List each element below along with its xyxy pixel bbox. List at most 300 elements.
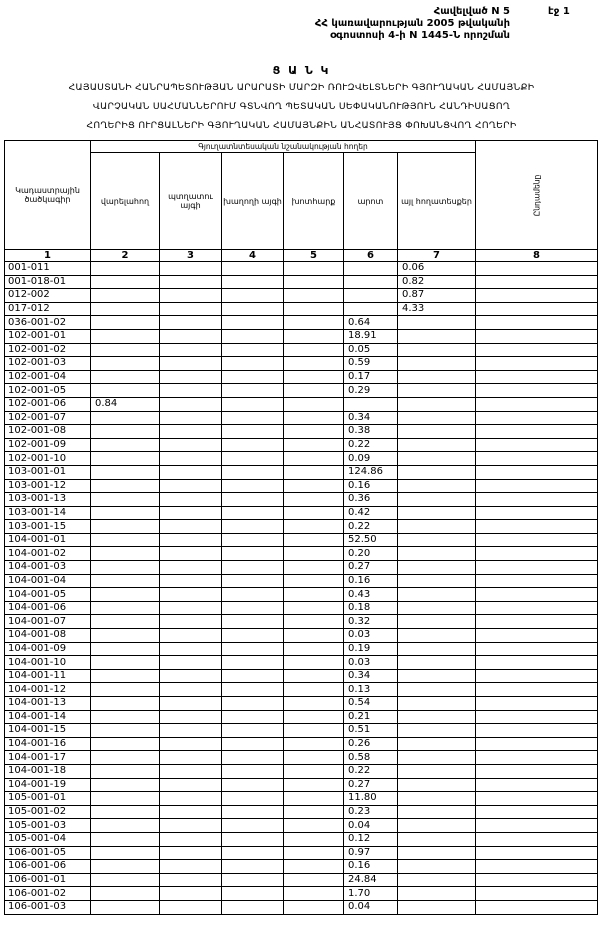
group-header-agricultural: Գյուղատնտեսական նշանակության հողեր <box>91 141 476 153</box>
cell-code: 102-001-01 <box>5 329 91 343</box>
subtitle-line: ՀՈՂԵՐԻՑ ՈՒՐՑԱԼՆԵՐԻ ԳՅՈՒՂԱԿԱՆ ՀԱՄԱՅՆՔԻՆ ԱՆՀԱՏՈՒՅՑ ՓՈԽԱՆՑՎՈՂ ՀՈՂԵՐԻ <box>86 120 517 131</box>
cell-pasture: 0.59 <box>344 357 398 371</box>
cell-orchard <box>160 452 222 466</box>
cell-pasture: 18.91 <box>344 329 398 343</box>
cell-hayfield <box>284 384 344 398</box>
table-row <box>5 887 598 901</box>
cell-pasture: 0.03 <box>344 629 398 643</box>
cell-code: 104-001-06 <box>5 601 91 615</box>
table-row <box>5 778 598 792</box>
cell-hayfield <box>284 533 344 547</box>
cell-hayfield <box>284 370 344 384</box>
cell-vineyard <box>222 669 284 683</box>
cell-orchard <box>160 302 222 316</box>
cell-pasture: 0.22 <box>344 438 398 452</box>
cell-total <box>476 452 598 466</box>
cell-other: 0.06 <box>398 262 476 276</box>
table-row <box>5 533 598 547</box>
cell-other <box>398 683 476 697</box>
cell-hayfield <box>284 397 344 411</box>
cell-pasture <box>344 262 398 276</box>
col-number: 5 <box>284 250 344 262</box>
cell-orchard <box>160 479 222 493</box>
table-row <box>5 819 598 833</box>
cell-other <box>398 764 476 778</box>
cell-orchard <box>160 561 222 575</box>
table-row <box>5 438 598 452</box>
cell-code: 103-001-15 <box>5 520 91 534</box>
cell-pasture <box>344 289 398 303</box>
header-line: ՀՀ կառավարության 2005 թվականի <box>314 18 510 29</box>
cell-orchard <box>160 792 222 806</box>
cell-pasture: 0.27 <box>344 561 398 575</box>
table-row <box>5 574 598 588</box>
cell-other <box>398 737 476 751</box>
col-number: 8 <box>476 250 598 262</box>
cell-total <box>476 357 598 371</box>
cell-other <box>398 887 476 901</box>
col-number: 1 <box>5 250 91 262</box>
cell-pasture: 0.13 <box>344 683 398 697</box>
cell-hayfield <box>284 574 344 588</box>
land-table <box>4 140 598 915</box>
cell-orchard <box>160 683 222 697</box>
cell-total <box>476 262 598 276</box>
cell-hayfield <box>284 683 344 697</box>
cell-orchard <box>160 425 222 439</box>
cell-total <box>476 615 598 629</box>
cell-code: 104-001-14 <box>5 710 91 724</box>
cell-orchard <box>160 860 222 874</box>
cell-vineyard <box>222 493 284 507</box>
cell-arable <box>91 425 160 439</box>
cell-arable <box>91 764 160 778</box>
cell-other <box>398 438 476 452</box>
col-header-orchard: պտղատու այգի <box>160 153 222 250</box>
cell-vineyard <box>222 561 284 575</box>
cell-vineyard <box>222 805 284 819</box>
table-row <box>5 262 598 276</box>
cell-code: 104-001-19 <box>5 778 91 792</box>
cell-code: 105-001-02 <box>5 805 91 819</box>
cell-total <box>476 397 598 411</box>
table-row <box>5 601 598 615</box>
cell-hayfield <box>284 642 344 656</box>
cell-vineyard <box>222 452 284 466</box>
cell-pasture: 0.27 <box>344 778 398 792</box>
cell-hayfield <box>284 343 344 357</box>
cell-arable <box>91 438 160 452</box>
cell-hayfield <box>284 900 344 914</box>
cell-code: 102-001-06 <box>5 397 91 411</box>
cell-other: 4.33 <box>398 302 476 316</box>
cell-hayfield <box>284 425 344 439</box>
cell-arable <box>91 873 160 887</box>
cell-vineyard <box>222 302 284 316</box>
cell-other <box>398 384 476 398</box>
cell-hayfield <box>284 764 344 778</box>
cell-hayfield <box>284 316 344 330</box>
cell-total <box>476 887 598 901</box>
cell-code: 106-001-02 <box>5 887 91 901</box>
cell-vineyard <box>222 832 284 846</box>
cell-other <box>398 751 476 765</box>
table-row <box>5 411 598 425</box>
cell-orchard <box>160 669 222 683</box>
cell-code: 104-001-18 <box>5 764 91 778</box>
cell-arable <box>91 697 160 711</box>
cell-orchard <box>160 397 222 411</box>
cell-code: 103-001-14 <box>5 506 91 520</box>
cell-orchard <box>160 520 222 534</box>
cell-arable <box>91 832 160 846</box>
cell-hayfield <box>284 737 344 751</box>
cell-arable <box>91 683 160 697</box>
cell-other <box>398 425 476 439</box>
cell-vineyard <box>222 601 284 615</box>
cell-pasture: 1.70 <box>344 887 398 901</box>
cell-hayfield <box>284 357 344 371</box>
document-subtitle <box>0 78 603 135</box>
table-row <box>5 316 598 330</box>
table-row <box>5 588 598 602</box>
cell-arable <box>91 588 160 602</box>
cell-other <box>398 411 476 425</box>
cell-total <box>476 479 598 493</box>
cell-arable <box>91 805 160 819</box>
cell-hayfield <box>284 452 344 466</box>
cell-vineyard <box>222 329 284 343</box>
subtitle-line: ՀԱՅԱՍՏԱՆԻ ՀԱՆՐԱՊԵՏՈՒԹՅԱՆ ԱՐԱՐԱՏԻ ՄԱՐԶԻ ՌՈՒԶՎԵԼՏՆԵՐԻ ԳՅՈՒՂԱԿԱՆ ՀԱՄԱՅՆՔԻ <box>68 82 535 93</box>
cell-orchard <box>160 289 222 303</box>
cell-pasture: 0.09 <box>344 452 398 466</box>
cell-total <box>476 669 598 683</box>
cell-vineyard <box>222 520 284 534</box>
table-row <box>5 764 598 778</box>
cell-hayfield <box>284 860 344 874</box>
cell-pasture: 0.29 <box>344 384 398 398</box>
cell-arable <box>91 642 160 656</box>
table-row <box>5 751 598 765</box>
cell-total <box>476 329 598 343</box>
cell-other <box>398 316 476 330</box>
cell-pasture: 0.22 <box>344 764 398 778</box>
cell-total <box>476 710 598 724</box>
cell-orchard <box>160 411 222 425</box>
cell-hayfield <box>284 805 344 819</box>
cell-arable <box>91 520 160 534</box>
cell-orchard <box>160 615 222 629</box>
cell-arable <box>91 533 160 547</box>
cell-total <box>476 561 598 575</box>
cell-vineyard <box>222 860 284 874</box>
cell-hayfield <box>284 710 344 724</box>
cell-pasture <box>344 302 398 316</box>
cell-hayfield <box>284 588 344 602</box>
cell-hayfield <box>284 547 344 561</box>
cell-code: 102-001-08 <box>5 425 91 439</box>
cell-orchard <box>160 384 222 398</box>
cell-pasture: 0.16 <box>344 574 398 588</box>
col-header-arable: վարելահող <box>91 153 160 250</box>
cell-code: 105-001-04 <box>5 832 91 846</box>
col-header-vineyard: խաղողի այգի <box>222 153 284 250</box>
cell-pasture: 0.05 <box>344 343 398 357</box>
cell-code: 102-001-07 <box>5 411 91 425</box>
table-row <box>5 615 598 629</box>
cell-code: 104-001-07 <box>5 615 91 629</box>
cell-orchard <box>160 601 222 615</box>
cell-code: 103-001-01 <box>5 465 91 479</box>
cell-arable <box>91 629 160 643</box>
cell-arable <box>91 384 160 398</box>
table-row <box>5 275 598 289</box>
cell-vineyard <box>222 710 284 724</box>
col-header-total <box>476 141 598 250</box>
cell-code: 102-001-10 <box>5 452 91 466</box>
cell-vineyard <box>222 778 284 792</box>
cell-code: 103-001-13 <box>5 493 91 507</box>
cell-arable <box>91 275 160 289</box>
cell-orchard <box>160 329 222 343</box>
cell-other <box>398 588 476 602</box>
cell-orchard <box>160 275 222 289</box>
cell-vineyard <box>222 642 284 656</box>
cell-orchard <box>160 506 222 520</box>
cell-total <box>476 860 598 874</box>
cell-code: 036-001-02 <box>5 316 91 330</box>
cell-arable <box>91 357 160 371</box>
document-title: Ց Ա Ն Կ <box>272 64 331 77</box>
cell-hayfield <box>284 629 344 643</box>
cell-arable <box>91 737 160 751</box>
cell-total <box>476 629 598 643</box>
cell-other <box>398 629 476 643</box>
table-row <box>5 561 598 575</box>
table-row <box>5 642 598 656</box>
subtitle-line: ՎԱՐՉԱԿԱՆ ՍԱՀՄԱՆՆԵՐՈՒՄ ԳՏՆՎՈՂ ՊԵՏԱԿԱՆ ՍԵՓԱԿԱՆՈՒԹՅՈՒՆ ՀԱՆԴԻՍԱՑՈՂ <box>92 101 511 112</box>
cell-pasture: 0.12 <box>344 832 398 846</box>
col-number: 7 <box>398 250 476 262</box>
cell-orchard <box>160 642 222 656</box>
cell-other <box>398 724 476 738</box>
cell-hayfield <box>284 819 344 833</box>
cell-arable: 0.84 <box>91 397 160 411</box>
cell-hayfield <box>284 438 344 452</box>
table-row <box>5 683 598 697</box>
col-number: 3 <box>160 250 222 262</box>
cell-hayfield <box>284 656 344 670</box>
cell-total <box>476 832 598 846</box>
cell-other <box>398 819 476 833</box>
cell-other <box>398 547 476 561</box>
cell-other <box>398 533 476 547</box>
cell-other <box>398 860 476 874</box>
cell-vineyard <box>222 506 284 520</box>
table-row <box>5 900 598 914</box>
cell-arable <box>91 343 160 357</box>
cell-hayfield <box>284 506 344 520</box>
cell-total <box>476 846 598 860</box>
cell-vineyard <box>222 588 284 602</box>
cell-total <box>476 547 598 561</box>
cell-hayfield <box>284 887 344 901</box>
cell-hayfield <box>284 411 344 425</box>
cell-orchard <box>160 574 222 588</box>
cell-other <box>398 479 476 493</box>
cell-vineyard <box>222 737 284 751</box>
cell-orchard <box>160 873 222 887</box>
cell-total <box>476 792 598 806</box>
cell-vineyard <box>222 411 284 425</box>
cell-code: 104-001-09 <box>5 642 91 656</box>
cell-code: 102-001-04 <box>5 370 91 384</box>
col-number: 2 <box>91 250 160 262</box>
table-row <box>5 860 598 874</box>
cell-total <box>476 302 598 316</box>
cell-vineyard <box>222 846 284 860</box>
col-header-code: Կադաստրային ծածկագիր <box>5 141 91 250</box>
cell-other <box>398 397 476 411</box>
table-row <box>5 737 598 751</box>
cell-orchard <box>160 887 222 901</box>
table-row <box>5 343 598 357</box>
cell-pasture: 0.32 <box>344 615 398 629</box>
cell-pasture: 0.20 <box>344 547 398 561</box>
table-row <box>5 384 598 398</box>
cell-total <box>476 724 598 738</box>
cell-orchard <box>160 751 222 765</box>
cell-arable <box>91 656 160 670</box>
table-row <box>5 329 598 343</box>
cell-hayfield <box>284 465 344 479</box>
cell-orchard <box>160 262 222 276</box>
cell-total <box>476 289 598 303</box>
cell-pasture: 0.64 <box>344 316 398 330</box>
cell-orchard <box>160 438 222 452</box>
cell-hayfield <box>284 262 344 276</box>
cell-code: 105-001-03 <box>5 819 91 833</box>
cell-code: 104-001-15 <box>5 724 91 738</box>
cell-pasture: 0.16 <box>344 860 398 874</box>
cell-hayfield <box>284 873 344 887</box>
cell-total <box>476 805 598 819</box>
cell-total <box>476 370 598 384</box>
cell-other <box>398 357 476 371</box>
table-row <box>5 846 598 860</box>
cell-code: 106-001-05 <box>5 846 91 860</box>
cell-total <box>476 900 598 914</box>
cell-hayfield <box>284 669 344 683</box>
cell-orchard <box>160 316 222 330</box>
cell-orchard <box>160 629 222 643</box>
cell-code: 106-001-03 <box>5 900 91 914</box>
cell-arable <box>91 819 160 833</box>
cell-vineyard <box>222 289 284 303</box>
cell-vineyard <box>222 574 284 588</box>
cell-total <box>476 778 598 792</box>
cell-vineyard <box>222 533 284 547</box>
table-row <box>5 493 598 507</box>
cell-hayfield <box>284 329 344 343</box>
cell-pasture: 0.34 <box>344 669 398 683</box>
cell-orchard <box>160 819 222 833</box>
cell-orchard <box>160 547 222 561</box>
cell-pasture: 0.04 <box>344 900 398 914</box>
cell-other <box>398 873 476 887</box>
cell-code: 102-001-09 <box>5 438 91 452</box>
cell-vineyard <box>222 873 284 887</box>
cell-orchard <box>160 710 222 724</box>
cell-total <box>476 764 598 778</box>
cell-vineyard <box>222 438 284 452</box>
cell-arable <box>91 479 160 493</box>
header-line: Հավելված N 5 <box>433 6 510 17</box>
cell-vineyard <box>222 465 284 479</box>
cell-other <box>398 329 476 343</box>
cell-hayfield <box>284 479 344 493</box>
cell-other <box>398 846 476 860</box>
cell-code: 017-012 <box>5 302 91 316</box>
cell-arable <box>91 900 160 914</box>
table-row <box>5 656 598 670</box>
cell-other <box>398 561 476 575</box>
table-row <box>5 547 598 561</box>
cell-arable <box>91 669 160 683</box>
cell-total <box>476 751 598 765</box>
table-row <box>5 669 598 683</box>
col-header-hayfield: խոտհարք <box>284 153 344 250</box>
cell-arable <box>91 710 160 724</box>
cell-pasture: 0.23 <box>344 805 398 819</box>
cell-orchard <box>160 846 222 860</box>
cell-total <box>476 574 598 588</box>
cell-other <box>398 465 476 479</box>
cell-arable <box>91 329 160 343</box>
cell-other <box>398 452 476 466</box>
cell-vineyard <box>222 683 284 697</box>
cell-hayfield <box>284 832 344 846</box>
table-row <box>5 289 598 303</box>
cell-orchard <box>160 724 222 738</box>
cell-vineyard <box>222 900 284 914</box>
cell-total <box>476 533 598 547</box>
cell-total <box>476 275 598 289</box>
cell-total <box>476 316 598 330</box>
cell-total <box>476 384 598 398</box>
cell-total <box>476 493 598 507</box>
cell-other <box>398 669 476 683</box>
col-header-other: այլ հողատեսքեր <box>398 153 476 250</box>
cell-orchard <box>160 370 222 384</box>
col-header-total-label: Ընդամենը <box>532 174 542 216</box>
cell-orchard <box>160 357 222 371</box>
page-number: էջ 1 <box>548 6 570 17</box>
cell-hayfield <box>284 289 344 303</box>
cell-pasture: 0.21 <box>344 710 398 724</box>
cell-other <box>398 642 476 656</box>
cell-code: 001-011 <box>5 262 91 276</box>
cell-arable <box>91 411 160 425</box>
cell-other <box>398 520 476 534</box>
cell-pasture: 0.43 <box>344 588 398 602</box>
cell-arable <box>91 561 160 575</box>
table-row <box>5 710 598 724</box>
cell-code: 102-001-02 <box>5 343 91 357</box>
cell-pasture: 0.04 <box>344 819 398 833</box>
cell-orchard <box>160 697 222 711</box>
cell-code: 103-001-12 <box>5 479 91 493</box>
